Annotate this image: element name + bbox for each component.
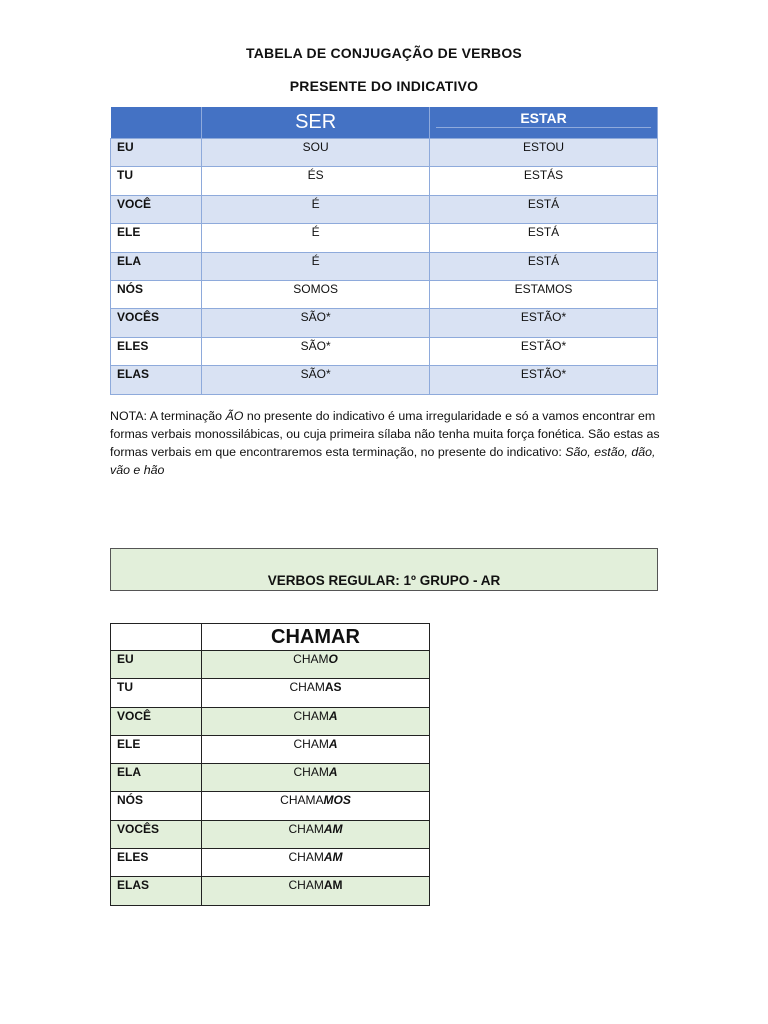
- header-chamar: CHAMAR: [202, 624, 430, 651]
- table-row: [111, 849, 430, 877]
- pronoun-cell: VOCÊ: [111, 707, 202, 735]
- pronoun-cell: VOCÊ: [111, 195, 202, 223]
- table-row: [111, 337, 658, 365]
- verb-ending: O: [328, 652, 338, 666]
- ser-cell: SOU: [202, 139, 430, 167]
- table-row: [111, 309, 658, 337]
- ser-cell: SÃO*: [202, 366, 430, 394]
- note-term: ÃO: [225, 409, 244, 423]
- estar-cell: ESTÁS: [430, 167, 658, 195]
- table-row: [111, 764, 430, 792]
- header-empty: [111, 107, 202, 139]
- chamar-cell: [202, 792, 430, 820]
- pronoun-cell: TU: [111, 679, 202, 707]
- table-row: [111, 280, 658, 308]
- document-subtitle: PRESENTE DO INDICATIVO: [289, 78, 479, 94]
- note-prefix: NOTA: A terminação: [110, 409, 226, 423]
- table-row: [111, 195, 658, 223]
- pronoun-cell: EU: [111, 139, 202, 167]
- header-ser: SER: [202, 107, 430, 139]
- verb-ending: AM: [323, 850, 343, 865]
- chamar-cell: [202, 651, 430, 679]
- header-empty: [111, 624, 202, 651]
- verb-ending: A: [328, 765, 338, 780]
- table-row: [111, 167, 658, 195]
- table-row: [111, 651, 430, 679]
- pronoun-cell: TU: [111, 167, 202, 195]
- ser-estar-table: [110, 107, 658, 395]
- table-header-row: [111, 107, 658, 139]
- table-row: [111, 820, 430, 848]
- chamar-cell: [202, 764, 430, 792]
- pronoun-cell: NÓS: [111, 280, 202, 308]
- verb-stem: CHAM: [288, 850, 324, 865]
- ser-cell: SÃO*: [202, 309, 430, 337]
- chamar-table: [110, 623, 430, 906]
- table-row: [111, 252, 658, 280]
- chamar-cell: [202, 849, 430, 877]
- pronoun-cell: ELAS: [111, 366, 202, 394]
- ser-cell: SÃO*: [202, 337, 430, 365]
- verb-ending: A: [328, 708, 338, 723]
- table-row: [111, 877, 430, 905]
- pronoun-cell: ELES: [111, 337, 202, 365]
- table-header-row: [111, 624, 430, 651]
- pronoun-cell: ELAS: [111, 877, 202, 905]
- table-row: [111, 735, 430, 763]
- pronoun-cell: ELES: [111, 849, 202, 877]
- estar-cell: ESTÃO*: [430, 309, 658, 337]
- ser-cell: É: [202, 252, 430, 280]
- estar-cell: ESTAMOS: [430, 280, 658, 308]
- pronoun-cell: VOCÊS: [111, 820, 202, 848]
- header-estar: [430, 107, 658, 139]
- pronoun-cell: ELE: [111, 224, 202, 252]
- pronoun-cell: ELE: [111, 735, 202, 763]
- pronoun-cell: EU: [111, 651, 202, 679]
- note-body: no presente do indicativo é uma irregularidade e só a vamos encontrar em formas verbais monossilábicas, ou cuja primeira sílaba não tenha muita força fonética. São estas as formas verbais em que encontraremos esta terminação, no presente do indicativo:: [110, 409, 660, 459]
- verb-stem: CHAM: [293, 708, 329, 723]
- estar-cell: ESTÃO*: [430, 366, 658, 394]
- pronoun-cell: VOCÊS: [111, 309, 202, 337]
- table-row: [111, 224, 658, 252]
- header-estar-label: ESTAR: [436, 110, 651, 128]
- pronoun-cell: ELA: [111, 252, 202, 280]
- chamar-cell: [202, 735, 430, 763]
- table-row: [111, 792, 430, 820]
- pronoun-cell: ELA: [111, 764, 202, 792]
- verb-stem: CHAM: [289, 680, 325, 695]
- section-banner: [110, 548, 658, 591]
- estar-cell: ESTÁ: [430, 252, 658, 280]
- estar-cell: ESTOU: [430, 139, 658, 167]
- ser-cell: SOMOS: [202, 280, 430, 308]
- table-row: [111, 366, 658, 394]
- note-paragraph: [110, 407, 670, 479]
- chamar-cell: [202, 707, 430, 735]
- verb-ending: AM: [323, 821, 343, 836]
- banner-label: VERBOS REGULAR: 1º GRUPO - AR: [267, 573, 501, 588]
- table-row: [111, 707, 430, 735]
- verb-stem: CHAM: [288, 821, 324, 836]
- verb-stem: CHAMA: [280, 793, 324, 808]
- chamar-cell: [202, 820, 430, 848]
- ser-cell: É: [202, 195, 430, 223]
- verb-stem: CHAM: [288, 878, 324, 893]
- verb-stem: CHAM: [293, 652, 329, 666]
- pronoun-cell: NÓS: [111, 792, 202, 820]
- chamar-cell: [202, 877, 430, 905]
- chamar-cell: [202, 679, 430, 707]
- ser-cell: É: [202, 224, 430, 252]
- estar-cell: ESTÁ: [430, 224, 658, 252]
- verb-ending: A: [328, 736, 338, 751]
- verb-ending: AS: [324, 680, 342, 695]
- verb-ending: MOS: [323, 793, 351, 808]
- estar-cell: ESTÁ: [430, 195, 658, 223]
- note-examples: São, estão, dão, vão e hão: [110, 445, 656, 477]
- estar-cell: ESTÃO*: [430, 337, 658, 365]
- table-row: [111, 139, 658, 167]
- document-title: TABELA DE CONJUGAÇÃO DE VERBOS: [246, 45, 522, 61]
- table-row: [111, 679, 430, 707]
- verb-stem: CHAM: [293, 736, 329, 751]
- verb-ending: AM: [323, 878, 343, 893]
- ser-cell: ÉS: [202, 167, 430, 195]
- verb-stem: CHAM: [293, 765, 329, 780]
